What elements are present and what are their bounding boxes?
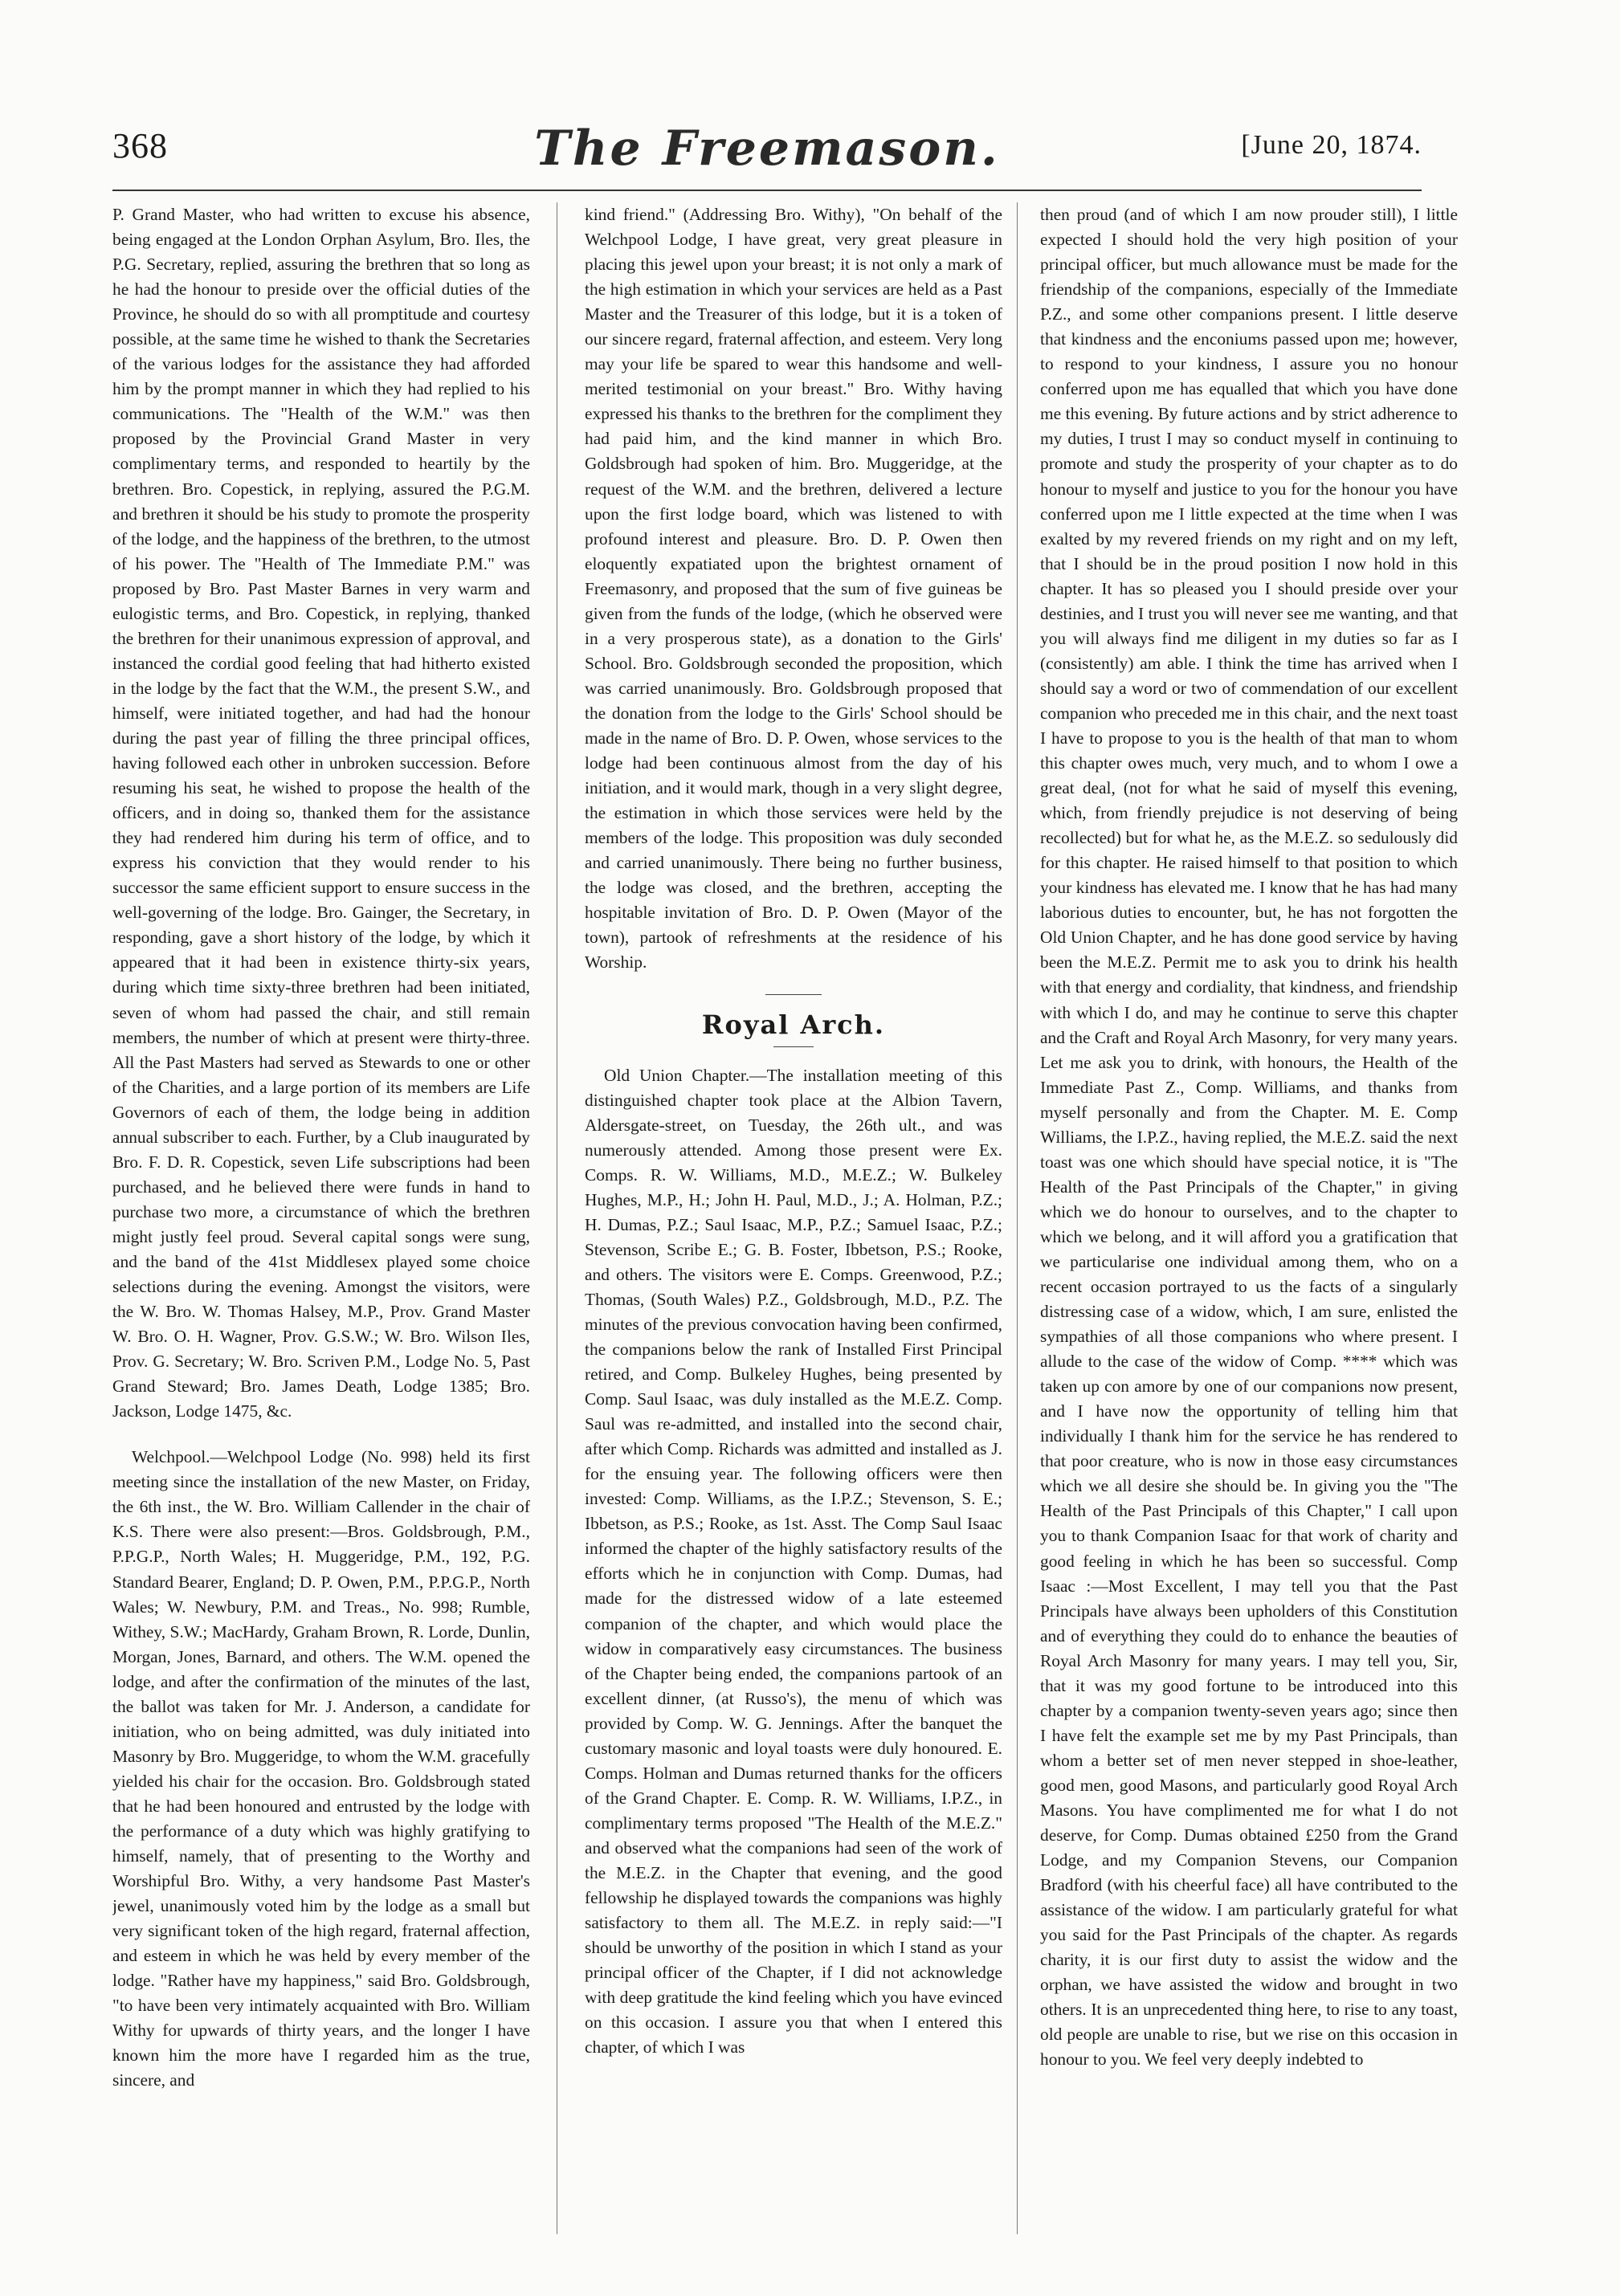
section-rule [765, 994, 822, 995]
article-paragraph: Old Union Chapter.—The installation meeting of this distinguished chapter took place at the Albion Tavern, Aldersgate-street, on Tuesday, the 26th ult., and was numerously attended. Among those present were Ex. Comps. R. W. Williams, M.D., M.E.Z.; W. Bulkeley Hughes, M.P., H.; John H. Paul, M.D., J.; A. Holman, P.Z.; H. Dumas, P.Z.; Saul Isaac, M.P., P.Z.; Samuel Isaac, P.Z.; Stevenson, Scribe E.; G. B. Foster, Ibbetson, P.S.; Rooke, and others. The visitors were E. Comps. Greenwood, P.Z.; Thomas, (South Wales) P.Z., Goldsbrough, M.D., P.Z. The minutes of the previous convocation having been confirmed, the companions below the rank of Installed First Principal retired, and Comp. Bulkeley Hughes, being presented by Comp. Saul Isaac, was duly installed as the M.E.Z. Comp. Saul was re-admitted, and installed into the second chair, after which Comp. Richards was admitted and installed as J. for the ensuing year. The following officers were then invested: Comp. Williams, as the I.P.Z.; Stevenson, S. E.; Ibbetson, as P.S.; Rooke, as 1st. Asst. The Comp Saul Isaac informed the chapter of the highly satisfactory results of the efforts which he in conjunction with Comp. Dumas, had made for the distressed widow of a late esteemed companion of the chapter, and which would place the widow in comparatively easy circumstances. The business of the Chapter being ended, the companions partook of an excellent dinner, (at Russo's), the menu of which was provided by Comp. W. G. Jennings. After the banquet the customary masonic and loyal toasts were duly honoured. E. Comps. Holman and Dumas returned thanks for the officers of the Grand Chapter. E. Comp. R. W. Williams, I.P.Z., in complimentary terms proposed "The Health of the M.E.Z." and observed what the companions had seen of the work of the M.E.Z. in the Chapter that evening, and the good fellowship he displayed towards the companions was highly satisfactory to them all. The M.E.Z. in reply said:—"I should be unworthy of the position in which I stand as your principal officer of the Chapter, if I did not acknowledge with deep gratitude the kind feeling which you have evinced on this occasion. I assure you that when I entered this chapter, of which I was [585, 1065, 1002, 2057]
section-heading: Royal Arch. [701, 1009, 886, 1041]
column-middle [585, 202, 1002, 2242]
header-rule [112, 190, 1422, 191]
issue-date: [June 20, 1874. [1241, 130, 1422, 160]
page-header [112, 120, 1422, 185]
article-paragraph: Welchpool.—Welchpool Lodge (No. 998) held its first meeting since the installation of the new Master, on Friday, the 6th inst., the W. Bro. William Callender in the chair of K.S. There were also present:—Bros. Goldsbrough, P.M., P.P.G.P., North Wales; H. Muggeridge, P.M., 192, P.G. Standard Bearer, England; D. P. Owen, P.M., P.P.G.P., North Wales; W. Newbury, P.M. and Treas., No. 998; Rumble, Withey, S.W.; MacHardy, Graham Brown, R. Lorde, Dunlin, Morgan, Jones, Barnard, and others. The W.M. opened the lodge, and after the confirmation of the minutes of the last, the ballot was taken for Mr. J. Anderson, a candidate for initiation, who on being admitted, was duly initiated into Masonry by Bro. Muggeridge, to whom the W.M. gracefully yielded his chair for the occasion. Bro. Goldsbrough stated that he had been honoured and entrusted by the lodge with the performance of a duty which was highly gratifying to himself, namely, that of presenting to the Worthy and Worshipful Bro. Withy, a very handsome Past Master's jewel, unanimously voted him by the lodge as a small but very significant token of the high regard, fraternal affection, and esteem in which he was held by every member of the lodge. "Rather have my happiness," said Bro. Goldsbrough, "to have been very intimately acquainted with Bro. William Withy for upwards of thirty years, and the longer I have known him the more have I regarded him as the true, sincere, and [112, 1447, 530, 2090]
column-left [112, 202, 530, 2242]
article-paragraph: then proud (and of which I am now prouder still), I little expected I should hold the very high position of your principal officer, but much allowance must be made for the friendship of the companions, especially of the Immediate P.Z., and some other companions present. I little deserve that kindness and the enconiums passed upon me; however, to respond to your kindness, I assure you no honour conferred upon me has equalled that which you have done me this evening. By future actions and by strict adherence to my duties, I trust I may so conduct myself in continuing to promote and study the prosperity of your chapter as to do honour to myself and justice to you for the honour you have conferred upon me I little expected at the time when I was exalted by my revered friends on my right and on my left, that I should be in the proud position I now hold in this chapter. It has so pleased you I should preside over your destinies, and I trust you will never see me wanting, and that you will always find me diligent in my duties so far as I (consistently) am able. I think the time has arrived when I should say a word or two of commendation of our excellent companion who preceded me in this chair, and the next toast I have to propose to you is the health of that man to whom this chapter owes much, very much, and to whom I owe a great deal, (not for what he said of myself this evening, which, from friendly prejudice is not deserving of being recollected) but for what he, as the M.E.Z. so sedulously did for this chapter. He raised himself to that position to which your kindness has elevated me. I know that he has had many laborious duties to encounter, but, he has not forgotten the Old Union Chapter, and he has done good service by having been the M.E.Z. Permit me to ask you to drink his health with that energy and cordiality, that kindness, and friendship with which I do, and may he continue to serve this chapter and the Craft and Royal Arch Masonry, for very many years. Let me ask you to drink, with honours, the Health of the Immediate Past Z., Comp. Williams, and thanks from myself personally and from the Chapter. M. E. Comp Williams, the I.P.Z., having replied, the M.E.Z. said the next toast was one which should have special notice, it is "The Health of the Past Principals of the Chapter," in giving which we do honour to ourselves, and to the chapter to which we belong, and it will afford you a gratification that we particularise one individual among them, who on a recent occasion portrayed to us the facts of a singularly distressing case of a widow, which, I am sure, enlisted the sympathies of all those companions who where present. I allude to the case of the widow of Comp. **** which was taken up con amore by one of our companions now present, and I have now the opportunity of telling him that individually I thank him for the service he has rendered to that poor creature, who is now in those easy circumstances which we all desire she should be. In giving you the "The Health of the Past Principals of this Chapter," I call upon you to thank Companion Isaac for that work of charity and good feeling in which he has been so successful. Comp Isaac :—Most Excellent, I may tell you that the Past Principals have always been upholders of this Constitution and of everything they could do to enhance the beauties of Royal Arch Masonry for many years. I may tell you, Sir, that it was my good fortune to be introduced into this chapter by a companion twenty-seven years ago; since then I have felt the example set me by my Past Principals, than whom a better set of men never stepped in shoe-leather, good men, good Masons, and particularly good Royal Arch Masons. You have complimented me for what I do not deserve, for Comp. Dumas obtained £250 from the Grand Lodge, and my Companion Stevens, our Companion Bradford (with his cheerful face) all have contributed to the assistance of the widow. I am particularly grateful for what you said for the Past Principals of the chapter. As regards charity, it is our first duty to assist the widow and the orphan, we have assisted the widow and brought in two others. It is an unprecedented thing here, to rise to any toast, old people are unable to rise, but we rise on this occasion in honour to you. We feel very deeply indebted to [1040, 205, 1458, 2070]
article-paragraph: P. Grand Master, who had written to excuse his absence, being engaged at the London Orphan Asylum, Bro. Iles, the P.G. Secretary, replied, assuring the brethren that so long as he had the honour to preside over the official duties of the Province, he should do so with all promptitude and courtesy possible, at the same time he wished to thank the Secretaries of the various lodges for the assistance they had afforded him by the prompt manner in which they had replied to his communications. The "Health of the W.M." was then proposed by the Provincial Grand Master in very complimentary terms, and responded to heartily by the brethren. Bro. Copestick, in replying, assured the P.G.M. and brethren it should be his study to promote the prosperity of the lodge, and the happiness of the brethren, to the utmost of his power. The "Health of The Immediate P.M." was proposed by Bro. Past Master Barnes in very warm and eulogistic terms, and Bro. Copestick, in replying, thanked the brethren for their unanimous expression of approval, and instanced the cordial good feeling that had hitherto existed in the lodge by the fact that the W.M., the present S.W., and himself, were initiated together, and had had the honour during the past year of filling the three principal offices, having followed each other in unbroken succession. Before resuming his seat, he wished to propose the health of the officers, and in doing so, thanked them for the assistance they had rendered him during his term of office, and to express his conviction that they would render to his successor the same efficient support to ensure success in the well-governing of the lodge. Bro. Gainger, the Secretary, in responding, gave a short history of the lodge, by which it appeared that it had been in existence thirty-six years, during which time sixty-three brethren had been initiated, seven of whom had passed the chair, and still remain members, the number of which at present were thirty-three. All the Past Masters had served as Stewards to one or other of the Charities, and a large portion of its members are Life Governors of each of them, the lodge being in addition annual subscriber to each. Further, by a Club inaugurated by Bro. F. D. R. Copestick, seven Life subscriptions had been purchased, and he believed there were funds in hand to purchase two more, a circumstance of which the brethren might justly feel proud. Several capital songs were sung, and the band of the 41st Middlesex played some choice selections during the evening. Amongst the visitors, were the W. Bro. W. Thomas Halsey, M.P., Prov. Grand Master W. Bro. O. H. Wagner, Prov. G.S.W.; W. Bro. Wilson Iles, Prov. G. Secretary; W. Bro. Scriven P.M., Lodge No. 5, Past Grand Steward; Bro. James Death, Lodge 1385; Bro. Jackson, Lodge 1475, &c. [112, 205, 530, 1421]
article-paragraph: kind friend." (Addressing Bro. Withy), "On behalf of the Welchpool Lodge, I have great, very great pleasure in placing this jewel upon your breast; it is not only a mark of the high estimation in which your services are held as a Past Master and the Treasurer of this lodge, but it is a token of our sincere regard, fraternal affection, and esteem. Very long may your life be spared to wear this handsome and well-merited testimonial on your breast." Bro. Withy having expressed his thanks to the brethren for the compliment they had paid him, and the kind manner in which Bro. Goldsbrough had spoken of him. Bro. Muggeridge, at the request of the W.M. and the brethren, delivered a lecture upon the first lodge board, which was listened to with profound interest and pleasure. Bro. D. P. Owen then eloquently expatiated upon the brightest ornament of Freemasonry, and proposed that the sum of five guineas be given from the funds of the lodge, (which he observed were in a very prosperous state), as a donation to the Girls' School. Bro. Goldsbrough seconded the proposition, which was carried unanimously. Bro. Goldsbrough proposed that the donation from the lodge to the Girls' School should be made in the name of Bro. D. P. Owen, whose services to the lodge had been continuous almost from the day of his initiation, and it would mark, though in a very slight degree, the estimation in which those services were held by the members of the lodge. This proposition was duly seconded and carried unanimously. There being no further business, the lodge was closed, and the brethren, accepting the hospitable invitation of Bro. D. P. Owen (Mayor of the town), partook of refreshments at the residence of his Worship. [585, 205, 1002, 973]
masthead-title: The Freemason. [534, 120, 1000, 177]
column-right [1040, 202, 1458, 2242]
section-rule [773, 1046, 814, 1047]
page-number: 368 [112, 126, 168, 165]
column-divider [1017, 202, 1018, 2234]
